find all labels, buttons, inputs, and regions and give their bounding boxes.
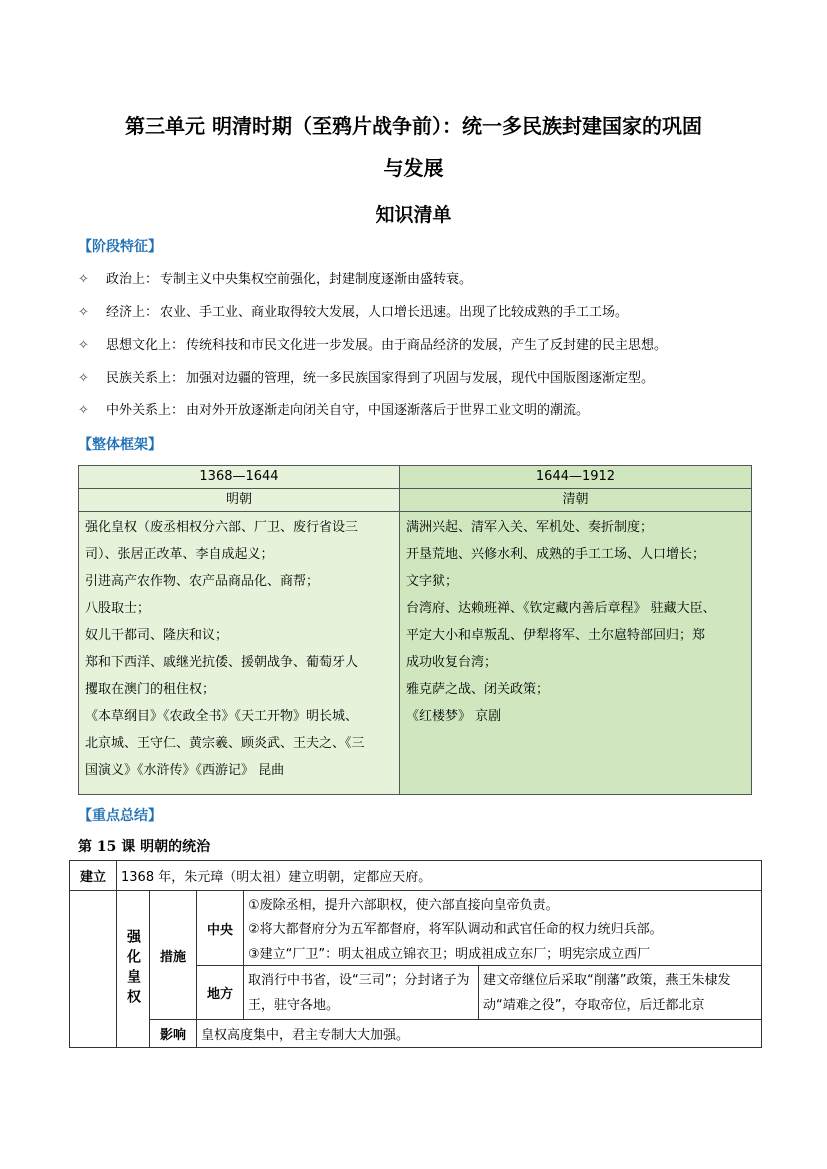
ming-years: 1368—1644 xyxy=(79,466,400,489)
ming-name: 明朝 xyxy=(79,489,400,512)
stage-item: ✧ 思想文化上： 传统科技和市民文化进一步发展。由于商品经济的发展，产生了反封建的民主思想。 xyxy=(78,338,668,353)
lesson-title: 第 15 课 明朝的统治 xyxy=(78,839,211,855)
impact-text: 皇权高度集中，君主专制大大加强。 xyxy=(197,1020,762,1048)
establish-text: 1368 年，朱元璋（明太祖）建立明朝，定都应天府。 xyxy=(117,861,762,891)
framework-heading: 【整体框架】 xyxy=(78,437,162,453)
strengthen-label: 强化皇权 xyxy=(117,891,150,1048)
page-subtitle: 知识清单 xyxy=(375,204,452,226)
diamond-bullet-icon: ✧ xyxy=(78,305,89,320)
page-title: 第三单元 明清时期（至鸦片战争前）：统一多民族封建国家的巩固 xyxy=(125,114,702,138)
page-title-continued: 与发展 xyxy=(383,156,444,180)
local-left: 取消行中书省，设“三司”；分封诸子为王，驻守各地。 xyxy=(244,966,479,1020)
stage-item: ✧ 民族关系上： 加强对边疆的管理，统一多民族国家得到了巩固与发展，现代中国版图逐渐定型。 xyxy=(78,371,655,386)
diamond-bullet-icon: ✧ xyxy=(78,272,89,287)
stage-heading: 【阶段特征】 xyxy=(78,239,162,255)
framework-table xyxy=(78,465,752,795)
central-item: ①废除丞相，提升六部职权，使六部直接向皇帝负责。 xyxy=(244,891,762,916)
qing-years: 1644—1912 xyxy=(400,466,752,489)
local-label: 地方 xyxy=(197,966,244,1020)
stage-item: ✧ 政治上： 专制主义中央集权空前强化，封建制度逐渐由盛转衰。 xyxy=(78,272,473,287)
central-item: ③建立“厂卫”：明太祖成立锦衣卫；明成祖成立东厂；明宪宗成立西厂 xyxy=(244,940,762,966)
stage-item: ✧ 经济上： 农业、手工业、商业取得较大发展，人口增长迅速。出现了比较成熟的手工工场。 xyxy=(78,305,629,320)
local-right: 建文帝继位后采取“削藩”政策，燕王朱棣发动“靖难之役”，夺取帝位，后迁都北京 xyxy=(479,966,762,1020)
establish-label: 建立 xyxy=(70,861,117,891)
lesson-table xyxy=(69,860,762,1048)
central-item: ②将大都督府分为五军都督府，将军队调动和武官任命的权力统归兵部。 xyxy=(244,916,762,940)
qing-name: 清朝 xyxy=(400,489,752,512)
qing-content: 满洲兴起、清军入关、军机处、奏折制度； 开垦荒地、兴修水利、成熟的手工工场、人口增长； 文字狱； 台湾府、达赖班禅、《钦定藏内善后章程》 驻藏大臣、 平定大小和卓叛乱、伊犁将军、土尔扈特部回归；郑 成功收复台湾； 雅克萨之战、闭关政策； 《红楼梦》 京剧 xyxy=(400,512,752,795)
diamond-bullet-icon: ✧ xyxy=(78,403,89,418)
stage-item: ✧ 中外关系上： 由对外开放逐渐走向闭关自守，中国逐渐落后于世界工业文明的潮流。 xyxy=(78,403,590,418)
measures-label: 措施 xyxy=(150,891,197,1020)
impact-label: 影响 xyxy=(150,1020,197,1048)
summary-heading: 【重点总结】 xyxy=(78,808,162,824)
central-label: 中央 xyxy=(197,891,244,966)
ming-content: 强化皇权（废丞相权分六部、厂卫、废行省设三 司）、张居正改革、李自成起义； 引进高产农作物、农产品商品化、商帮； 八股取士； 奴儿干都司、隆庆和议； 郑和下西洋、戚继光抗倭、援朝战争、葡萄牙人 攫取在澳门的租住权； 《本草纲目》《农政全书》《天工开物》明长城、 北京城、王守仁、黄宗羲、顾炎武、王夫之、《三 国演义》《水浒传》《西游记》 昆曲 xyxy=(79,512,400,795)
diamond-bullet-icon: ✧ xyxy=(78,371,89,386)
diamond-bullet-icon: ✧ xyxy=(78,338,89,353)
